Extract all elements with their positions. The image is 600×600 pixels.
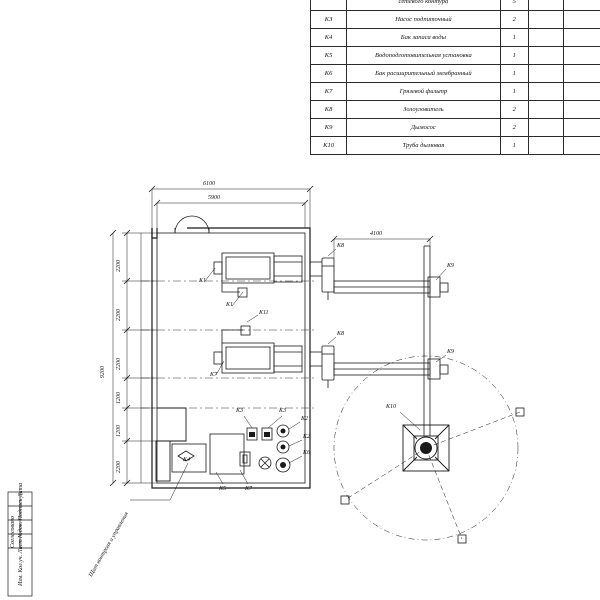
callout-k1-mid: К1 — [226, 302, 233, 308]
building-outline — [152, 228, 310, 488]
callout-k1-lower: К7 — [210, 372, 217, 378]
cell-name: Золоуловитель — [347, 101, 500, 119]
callout-k6: К6 — [303, 450, 310, 456]
cell-name: сетевого контура — [347, 0, 500, 11]
callout-k7: К7 — [245, 486, 252, 492]
cell-name: Бак запаса воды — [347, 29, 500, 47]
cyclone-k8-upper — [322, 258, 334, 300]
dimension-lines-top — [149, 186, 313, 228]
dim-label-seg-1: 2200 — [116, 260, 122, 272]
equipment-group-bottom — [172, 425, 290, 474]
cell-qty: 2 — [500, 101, 528, 119]
cell-qty: 1 — [500, 29, 528, 47]
callout-k5: К5 — [219, 486, 226, 492]
flue-duct-connections — [310, 262, 322, 366]
stamp-soglasovano: Согласовано — [10, 515, 16, 548]
stamp-column-label: Изм. Кол.уч. Лист №док. Подпись Дата — [18, 482, 24, 586]
callout-k10: К10 — [386, 404, 396, 410]
cell-qty: 1 — [500, 65, 528, 83]
callout-k11: К11 — [259, 310, 269, 316]
cell-pos: К4 — [311, 29, 347, 47]
dimension-line-right — [331, 236, 433, 258]
smoke-exhauster-k9-lower — [334, 359, 448, 379]
callout-k8-lower: К8 — [337, 331, 344, 337]
cell-name: Водоподготовительная установка — [347, 47, 500, 65]
cell-pos: К10 — [311, 137, 347, 155]
cell-pos: КЗ — [311, 11, 347, 29]
dim-label-4100: 4100 — [370, 231, 382, 237]
callout-k2-lower: К2 — [303, 434, 310, 440]
guy-anchors — [341, 408, 524, 543]
cell-name: Дымосос — [347, 119, 500, 137]
cell-qty: 1 — [500, 137, 528, 155]
cell-pos: К8 — [311, 101, 347, 119]
cell-qty: 1 — [500, 47, 528, 65]
interior-partition — [156, 408, 186, 481]
dim-label-seg-4: 1200 — [116, 392, 122, 404]
callout-k8-upper: К8 — [337, 243, 344, 249]
cell-name: Грязевой фильтр — [347, 83, 500, 101]
boiler-unit-2 — [214, 326, 302, 373]
dim-label-seg-6: 2200 — [116, 461, 122, 473]
axis-center-lines — [141, 281, 316, 408]
cell-pos: К6 — [311, 65, 347, 83]
callout-k3-right: К3 — [279, 408, 286, 414]
callout-k1-upper: К1 — [199, 278, 206, 284]
cell-pos: К5 — [311, 47, 347, 65]
left-stamp-texts — [6, 482, 32, 596]
cell-name: Насос подпиточный — [347, 11, 500, 29]
dim-label-9200: 9200 — [100, 366, 106, 378]
dim-label-seg-5: 1200 — [116, 425, 122, 437]
cyclone-k8-lower — [322, 346, 334, 388]
cell-name: Бак расширительный мембранный — [347, 65, 500, 83]
cell-name: Труба дымовая — [347, 137, 500, 155]
collector-duct — [424, 246, 430, 436]
cell-qty: 2 — [500, 11, 528, 29]
cell-qty: 5 — [500, 0, 528, 11]
callout-k4: К4 — [183, 457, 190, 463]
door-swing-arc — [175, 216, 209, 233]
callout-k9-upper: К9 — [447, 263, 454, 269]
dim-label-seg-3: 2200 — [116, 358, 122, 370]
dim-label-seg-2: 2200 — [116, 309, 122, 321]
dim-label-6100: 6100 — [203, 181, 215, 187]
stack-guy-wires — [345, 412, 520, 539]
callout-k3-left: К3 — [236, 408, 243, 414]
boiler-unit-1 — [214, 253, 302, 297]
callout-k9-lower: К9 — [447, 349, 454, 355]
callout-k2-upper: К2 — [301, 416, 308, 422]
cell-qty: 1 — [500, 83, 528, 101]
cell-pos: К7 — [311, 83, 347, 101]
dim-label-5900: 5900 — [208, 195, 220, 201]
cell-pos: К9 — [311, 119, 347, 137]
smoke-exhauster-k9-upper — [334, 277, 448, 297]
cell-qty: 2 — [500, 119, 528, 137]
note-control-panel: Щит контроля и управления — [88, 511, 131, 578]
